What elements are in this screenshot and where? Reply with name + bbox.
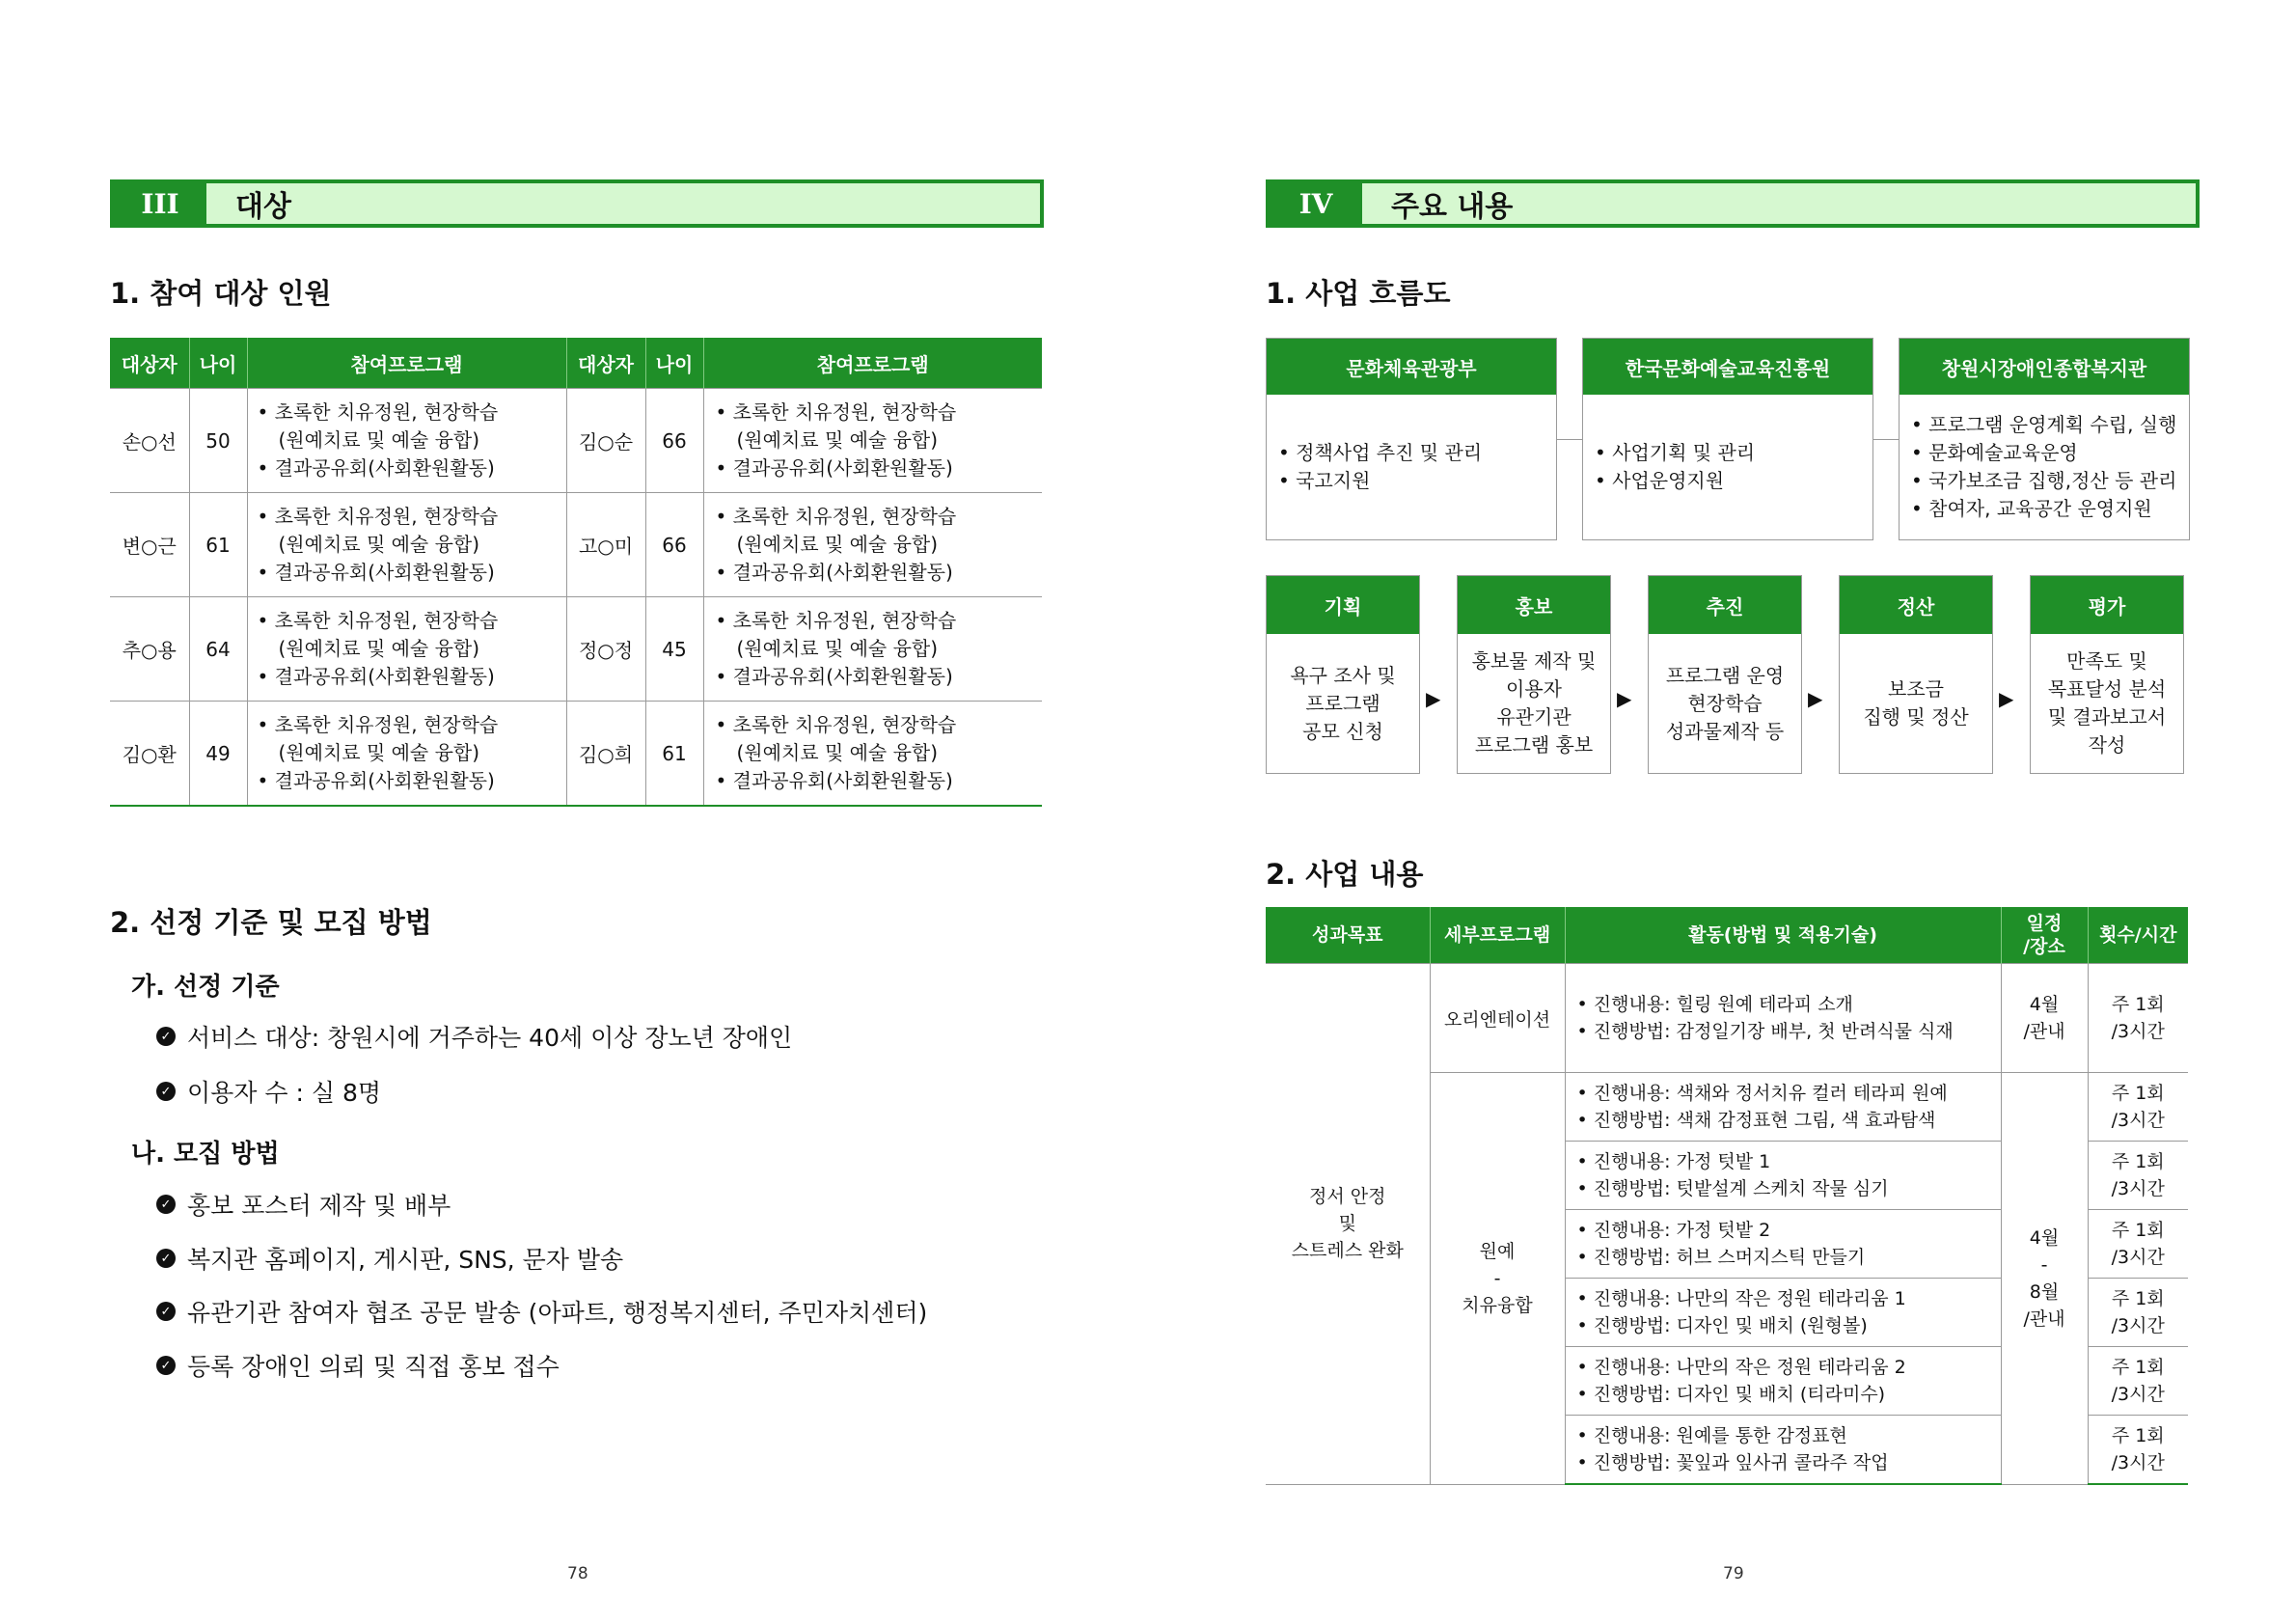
step-line: 및 결과보고서 <box>2047 705 2167 729</box>
arrow-right-icon: ▶ <box>1426 687 1441 710</box>
activity-cell: • 진행내용: 색채와 정서치유 컬러 테라피 원예 • 진행방법: 색채 감정표현 그림, 색 효과탐색 <box>1565 1073 2001 1142</box>
arrow-right-icon: ▶ <box>1999 687 2014 710</box>
page-number-left: 78 <box>567 1564 588 1583</box>
table-row <box>110 389 1042 493</box>
connector-line <box>1873 439 1899 440</box>
table-row <box>110 597 1042 702</box>
frequency-cell: 주 1회 /3시간 <box>2088 1210 2188 1279</box>
step-line: 이용자 <box>1506 677 1562 701</box>
col-header: 나이 <box>189 338 247 389</box>
participant-name: 정○정 <box>566 597 645 702</box>
participant-age: 61 <box>189 493 247 597</box>
section-header-left <box>110 179 1044 228</box>
schedule-cell: 4월 /관내 <box>2001 964 2088 1073</box>
org-item: • 정책사업 추진 및 관리 <box>1278 441 1483 464</box>
section-title: 대상 <box>235 190 291 224</box>
activity-cell: • 진행내용: 나만의 작은 정원 테라리움 1 • 진행방법: 디자인 및 배치 (원형볼) <box>1565 1279 2001 1347</box>
col-header: 횟수/시간 <box>2088 907 2188 964</box>
participant-name: 변○근 <box>110 493 189 597</box>
step-line: 성과물제작 등 <box>1665 719 1785 743</box>
participant-age: 64 <box>189 597 247 702</box>
org-name: 창원시장애인종합복지관 <box>1900 339 2189 395</box>
check-icon: ✓ <box>156 1249 176 1268</box>
org-item: • 문화예술교육운영 <box>1911 441 2078 464</box>
connector-line <box>1557 439 1582 440</box>
col-header: 성과목표 <box>1266 907 1430 964</box>
step-name: 홍보 <box>1458 576 1610 634</box>
step-line: 홍보물 제작 및 <box>1471 649 1597 673</box>
participant-age: 66 <box>645 493 703 597</box>
participant-name: 손○선 <box>110 389 189 493</box>
program-cell: • 초록한 치유정원, 현장학습 (원예치료 및 예술 융합) • 결과공유회(사회환원활동) <box>247 389 566 493</box>
org-item: • 사업운영지원 <box>1595 469 1725 492</box>
frequency-cell: 주 1회 /3시간 <box>2088 1347 2188 1416</box>
step-line: 목표달성 분석 <box>2047 677 2167 701</box>
program-cell: • 초록한 치유정원, 현장학습 (원예치료 및 예술 융합) • 결과공유회(사회환원활동) <box>703 493 1042 597</box>
header-line: /장소 <box>2023 936 2065 957</box>
participants-table <box>110 338 1042 807</box>
org-item: • 국고지원 <box>1278 469 1371 492</box>
step-name: 기획 <box>1267 576 1419 634</box>
process-step <box>1839 575 1993 774</box>
org-item: • 참여자, 교육공간 운영지원 <box>1911 497 2152 520</box>
process-step <box>2030 575 2184 774</box>
col-header: 활동(방법 및 적용기술) <box>1565 907 2001 964</box>
schedule-cell: 4월 - 8월 /관내 <box>2001 1073 2088 1485</box>
section-title: 주요 내용 <box>1391 190 1514 224</box>
subheading-methods: 나. 모집 방법 <box>131 1140 280 1169</box>
col-header: 대상자 <box>110 338 189 389</box>
participant-age: 45 <box>645 597 703 702</box>
step-name: 정산 <box>1840 576 1992 634</box>
program-cell: • 초록한 치유정원, 현장학습 (원예치료 및 예술 융합) • 결과공유회(사회환원활동) <box>247 702 566 807</box>
heading-selection: 2. 선정 기준 및 모집 방법 <box>110 906 432 939</box>
header-line: 일정 <box>2026 913 2063 934</box>
program-table <box>1266 907 2188 1485</box>
participant-name: 김○희 <box>566 702 645 807</box>
org-item: • 국가보조금 집행,정산 등 관리 <box>1911 469 2177 492</box>
subprogram-cell: 오리엔테이션 <box>1430 964 1565 1073</box>
method-item: ✓ 홍보 포스터 제작 및 배부 <box>156 1187 451 1222</box>
table-header-row <box>1266 907 2188 964</box>
heading-participants: 1. 참여 대상 인원 <box>110 277 332 310</box>
page-number-right: 79 <box>1723 1564 1744 1583</box>
frequency-cell: 주 1회 /3시간 <box>2088 1073 2188 1142</box>
process-step <box>1457 575 1611 774</box>
section-number: III <box>114 183 206 224</box>
table-row <box>110 493 1042 597</box>
program-cell: • 초록한 치유정원, 현장학습 (원예치료 및 예술 융합) • 결과공유회(사회환원활동) <box>703 389 1042 493</box>
participant-age: 66 <box>645 389 703 493</box>
method-item: ✓ 복지관 홈페이지, 게시판, SNS, 문자 발송 <box>156 1241 623 1276</box>
step-line: 프로그램 홍보 <box>1474 733 1594 757</box>
table-header-row <box>110 338 1042 389</box>
program-cell: • 초록한 치유정원, 현장학습 (원예치료 및 예술 융합) • 결과공유회(사회환원활동) <box>703 702 1042 807</box>
step-line: 프로그램 <box>1305 691 1380 715</box>
col-header: 나이 <box>645 338 703 389</box>
participant-age: 61 <box>645 702 703 807</box>
step-name: 평가 <box>2031 576 2183 634</box>
org-name: 한국문화예술교육진흥원 <box>1583 339 1872 395</box>
org-name: 문화체육관광부 <box>1267 339 1556 395</box>
activity-cell: • 진행내용: 가정 텃밭 2 • 진행방법: 허브 스머지스틱 만들기 <box>1565 1210 2001 1279</box>
frequency-cell: 주 1회 /3시간 <box>2088 1142 2188 1210</box>
activity-cell: • 진행내용: 힐링 원예 테라피 소개 • 진행방법: 감정일기장 배부, 첫 반려식물 식재 <box>1565 964 2001 1073</box>
col-header <box>2001 907 2088 964</box>
table-row <box>1266 964 2188 1073</box>
subheading-criteria: 가. 선정 기준 <box>131 973 280 1002</box>
step-line: 현장학습 <box>1687 691 1763 715</box>
section-number: IV <box>1270 183 1362 224</box>
step-line: 공모 신청 <box>1302 719 1383 743</box>
org-box <box>1582 338 1873 540</box>
heading-contents: 2. 사업 내용 <box>1266 858 1424 891</box>
criteria-item: ✓ 서비스 대상: 창원시에 거주하는 40세 이상 장노년 장애인 <box>156 1019 792 1054</box>
activity-cell: • 진행내용: 나만의 작은 정원 테라리움 2 • 진행방법: 디자인 및 배치 (티라미수) <box>1565 1347 2001 1416</box>
goal-cell: 정서 안정 및 스트레스 완화 <box>1266 964 1430 1485</box>
step-name: 추진 <box>1649 576 1801 634</box>
step-line: 집행 및 정산 <box>1863 705 1969 729</box>
arrow-right-icon: ▶ <box>1808 687 1823 710</box>
col-header: 참여프로그램 <box>703 338 1042 389</box>
step-line: 작성 <box>2088 733 2126 757</box>
org-item: • 사업기획 및 관리 <box>1595 441 1756 464</box>
col-header: 참여프로그램 <box>247 338 566 389</box>
program-cell: • 초록한 치유정원, 현장학습 (원예치료 및 예술 융합) • 결과공유회(사회환원활동) <box>247 493 566 597</box>
col-header: 세부프로그램 <box>1430 907 1565 964</box>
org-box <box>1266 338 1557 540</box>
col-header: 대상자 <box>566 338 645 389</box>
frequency-cell: 주 1회 /3시간 <box>2088 1416 2188 1485</box>
check-icon: ✓ <box>156 1356 176 1375</box>
process-step <box>1648 575 1802 774</box>
program-cell: • 초록한 치유정원, 현장학습 (원예치료 및 예술 융합) • 결과공유회(사회환원활동) <box>247 597 566 702</box>
check-icon: ✓ <box>156 1082 176 1101</box>
check-icon: ✓ <box>156 1302 176 1321</box>
process-step <box>1266 575 1420 774</box>
step-line: 욕구 조사 및 <box>1290 663 1396 687</box>
participant-name: 고○미 <box>566 493 645 597</box>
activity-cell: • 진행내용: 가정 텃밭 1 • 진행방법: 텃밭설계 스케치 작물 심기 <box>1565 1142 2001 1210</box>
method-item: ✓ 등록 장애인 의뢰 및 직접 홍보 접수 <box>156 1348 560 1383</box>
method-item: ✓ 유관기관 참여자 협조 공문 발송 (아파트, 행정복지센터, 주민자치센터) <box>156 1294 927 1329</box>
step-line: 유관기관 <box>1496 705 1572 729</box>
org-box <box>1899 338 2190 540</box>
table-row <box>110 702 1042 807</box>
check-icon: ✓ <box>156 1195 176 1214</box>
activity-cell: • 진행내용: 원예를 통한 감정표현 • 진행방법: 꽃잎과 잎사귀 콜라주 작업 <box>1565 1416 2001 1485</box>
program-cell: • 초록한 치유정원, 현장학습 (원예치료 및 예술 융합) • 결과공유회(사회환원활동) <box>703 597 1042 702</box>
participant-name: 김○환 <box>110 702 189 807</box>
step-line: 보조금 <box>1888 677 1944 701</box>
section-header-right <box>1266 179 2200 228</box>
heading-flow: 1. 사업 흐름도 <box>1266 277 1451 310</box>
participant-age: 50 <box>189 389 247 493</box>
step-line: 만족도 및 <box>2066 649 2147 673</box>
criteria-item: ✓ 이용자 수 : 실 8명 <box>156 1074 381 1109</box>
participant-age: 49 <box>189 702 247 807</box>
subprogram-cell: 원예 - 치유융합 <box>1430 1073 1565 1485</box>
step-line: 프로그램 운영 <box>1665 663 1785 687</box>
participant-name: 김○순 <box>566 389 645 493</box>
participant-name: 추○용 <box>110 597 189 702</box>
frequency-cell: 주 1회 /3시간 <box>2088 1279 2188 1347</box>
arrow-right-icon: ▶ <box>1617 687 1632 710</box>
org-item: • 프로그램 운영계획 수립, 실행 <box>1911 413 2177 436</box>
frequency-cell: 주 1회 /3시간 <box>2088 964 2188 1073</box>
check-icon: ✓ <box>156 1027 176 1046</box>
